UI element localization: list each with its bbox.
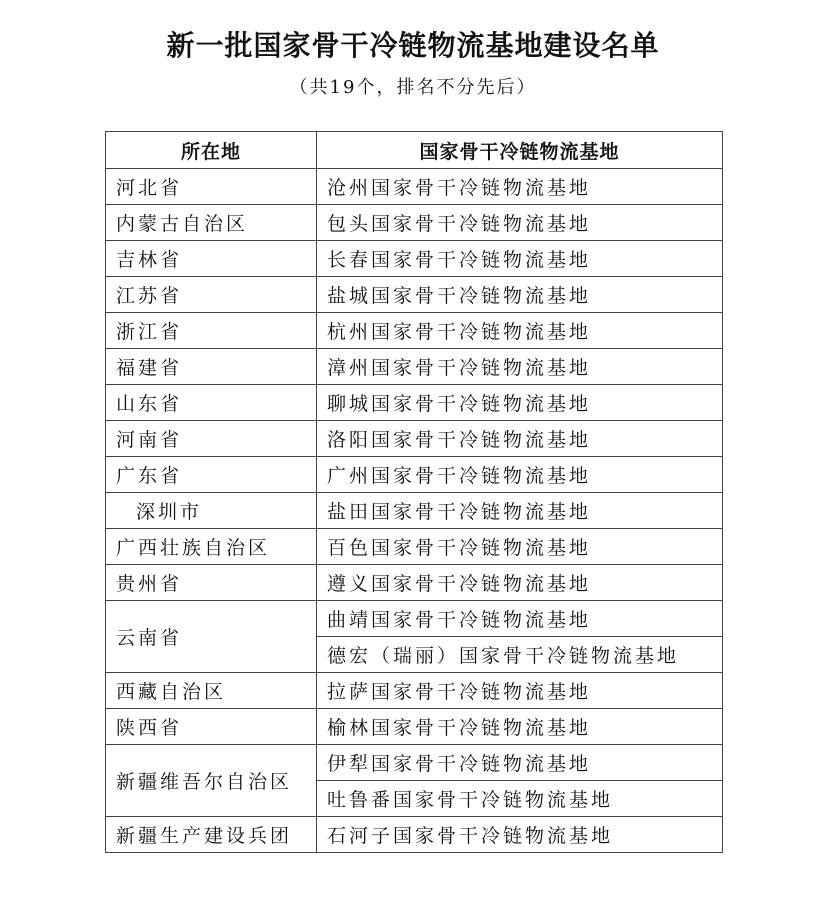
page-title: 新一批国家骨干冷链物流基地建设名单	[166, 29, 660, 62]
location-cell: 新疆维吾尔自治区	[106, 745, 317, 817]
table-row	[106, 313, 723, 349]
table-row	[106, 709, 723, 745]
base-cell: 洛阳国家骨干冷链物流基地	[317, 421, 723, 457]
page-subtitle: （共19个，排名不分先后）	[289, 77, 537, 98]
table-row	[106, 241, 723, 277]
table-row	[106, 817, 723, 853]
table-row	[106, 601, 723, 637]
table-row	[106, 421, 723, 457]
base-cell: 长春国家骨干冷链物流基地	[317, 241, 723, 277]
base-cell: 广州国家骨干冷链物流基地	[317, 457, 723, 493]
table-row	[106, 385, 723, 421]
location-cell: 深圳市	[106, 493, 317, 529]
table-row	[106, 205, 723, 241]
base-cell: 吐鲁番国家骨干冷链物流基地	[317, 781, 723, 817]
base-cell: 石河子国家骨干冷链物流基地	[317, 817, 723, 853]
base-cell: 遵义国家骨干冷链物流基地	[317, 565, 723, 601]
table-row	[106, 277, 723, 313]
location-cell: 云南省	[106, 601, 317, 673]
location-cell: 江苏省	[106, 277, 317, 313]
column-header-location: 所在地	[106, 132, 317, 169]
base-cell: 德宏（瑞丽）国家骨干冷链物流基地	[317, 637, 723, 673]
base-cell: 杭州国家骨干冷链物流基地	[317, 313, 723, 349]
base-cell: 伊犁国家骨干冷链物流基地	[317, 745, 723, 781]
table-row	[106, 745, 723, 781]
location-cell: 陕西省	[106, 709, 317, 745]
location-cell: 广东省	[106, 457, 317, 493]
base-cell: 百色国家骨干冷链物流基地	[317, 529, 723, 565]
base-cell: 曲靖国家骨干冷链物流基地	[317, 601, 723, 637]
location-cell: 浙江省	[106, 313, 317, 349]
base-list-table	[105, 131, 723, 853]
location-cell: 山东省	[106, 385, 317, 421]
location-cell: 河北省	[106, 169, 317, 205]
table-row	[106, 529, 723, 565]
base-cell: 拉萨国家骨干冷链物流基地	[317, 673, 723, 709]
table-row	[106, 565, 723, 601]
table-row	[106, 457, 723, 493]
base-cell: 盐城国家骨干冷链物流基地	[317, 277, 723, 313]
table-row	[106, 349, 723, 385]
table-row	[106, 493, 723, 529]
location-cell: 新疆生产建设兵团	[106, 817, 317, 853]
location-cell: 吉林省	[106, 241, 317, 277]
location-cell: 福建省	[106, 349, 317, 385]
table-row	[106, 673, 723, 709]
location-cell: 广西壮族自治区	[106, 529, 317, 565]
table-body	[106, 169, 723, 853]
location-cell: 内蒙古自治区	[106, 205, 317, 241]
column-header-base: 国家骨干冷链物流基地	[317, 132, 723, 169]
table-header-row	[106, 132, 723, 169]
base-cell: 聊城国家骨干冷链物流基地	[317, 385, 723, 421]
location-cell: 西藏自治区	[106, 673, 317, 709]
base-cell: 盐田国家骨干冷链物流基地	[317, 493, 723, 529]
base-cell: 包头国家骨干冷链物流基地	[317, 205, 723, 241]
table-row	[106, 169, 723, 205]
base-cell: 沧州国家骨干冷链物流基地	[317, 169, 723, 205]
base-cell: 榆林国家骨干冷链物流基地	[317, 709, 723, 745]
location-cell: 贵州省	[106, 565, 317, 601]
base-cell: 漳州国家骨干冷链物流基地	[317, 349, 723, 385]
location-cell: 河南省	[106, 421, 317, 457]
